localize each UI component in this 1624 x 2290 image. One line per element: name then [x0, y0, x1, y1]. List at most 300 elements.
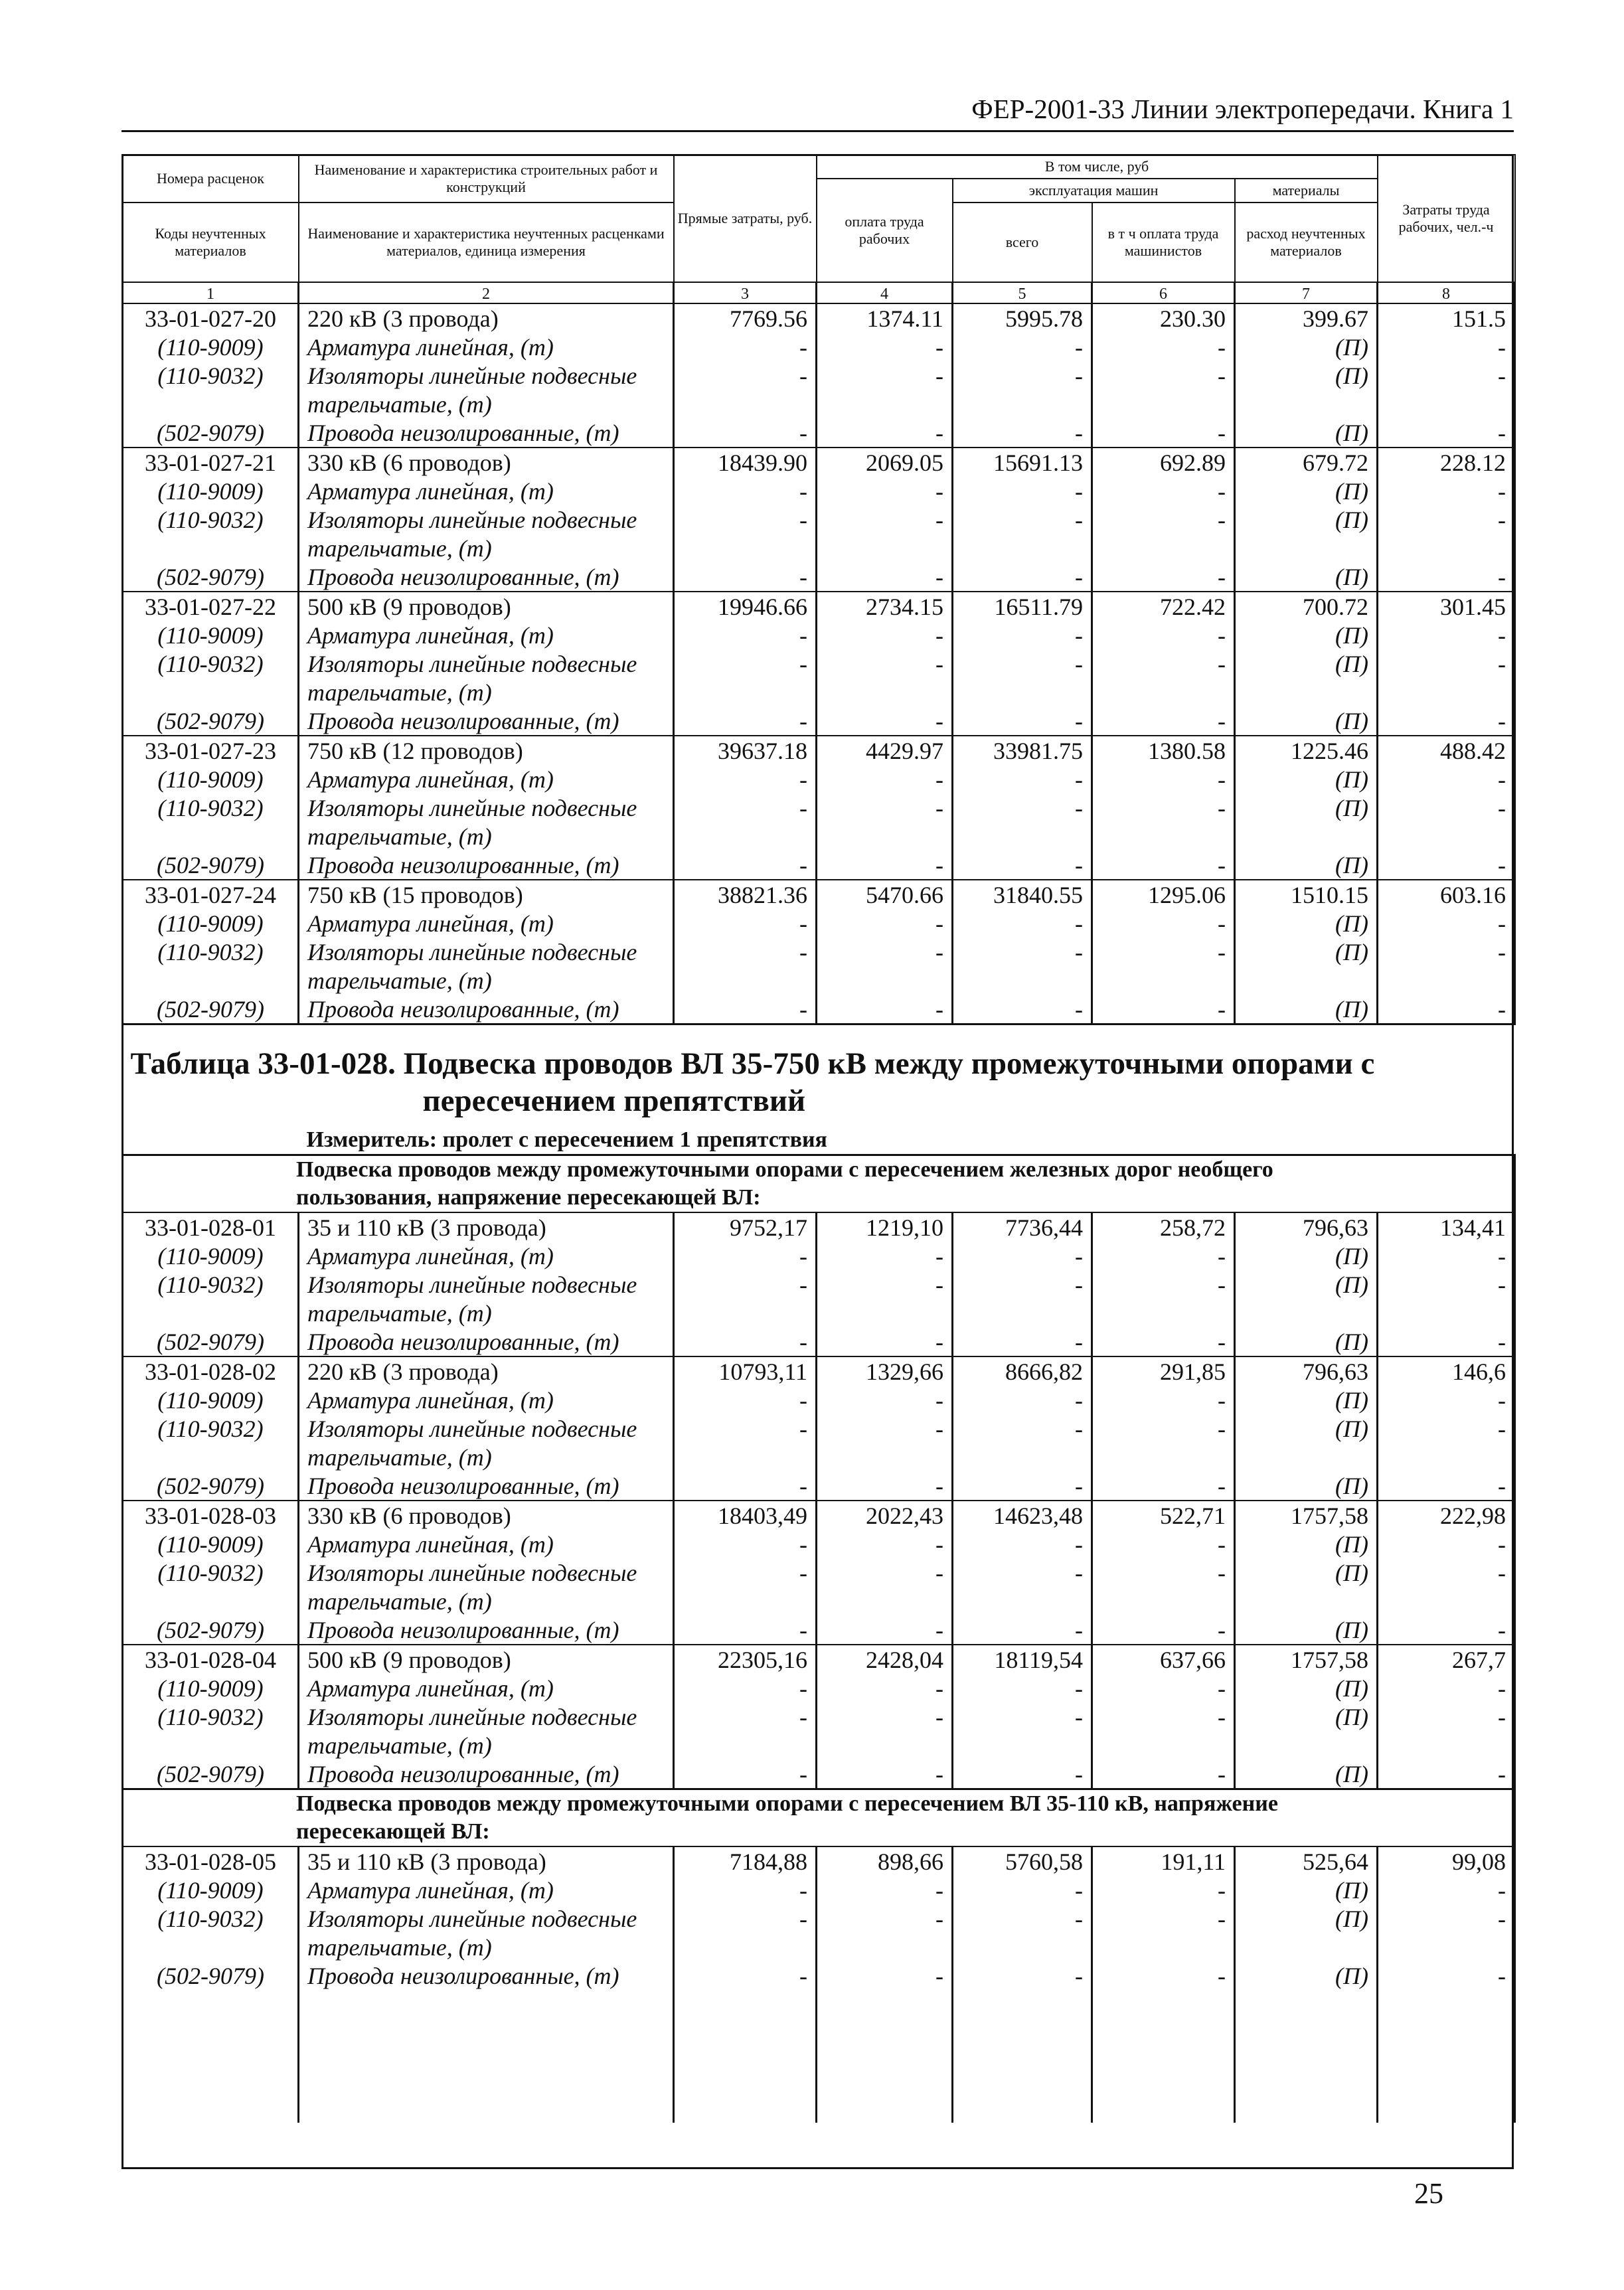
- table-title-line1: Таблица 33-01-028. Подвеска проводов ВЛ 35-750 кВ между промежуточными опорами с: [130, 1046, 1375, 1081]
- dash-value: -: [674, 1530, 817, 1558]
- col-num: 8: [1378, 282, 1515, 303]
- material-row: [123, 793, 1515, 822]
- material-row: [123, 1587, 1515, 1615]
- material-cost: 1510.15: [1235, 880, 1378, 909]
- material-name: Арматура линейная, (т): [299, 1530, 674, 1558]
- material-row: [123, 678, 1515, 706]
- material-name: Арматура линейная, (т): [299, 1876, 674, 1904]
- dash-value: -: [953, 1674, 1092, 1702]
- dash-value: -: [817, 1904, 953, 1933]
- dash-value: -: [674, 418, 817, 448]
- dash-value: [1092, 534, 1235, 562]
- material-cost: 399.67: [1235, 303, 1378, 333]
- dash-value: -: [1092, 1386, 1235, 1414]
- table-row: [123, 592, 1515, 621]
- labor-hours: 222,98: [1378, 1501, 1515, 1530]
- dash-value: -: [674, 706, 817, 736]
- project-mark: [1235, 1587, 1378, 1615]
- project-mark: [1235, 1731, 1378, 1759]
- direct-cost: 39637.18: [674, 736, 817, 765]
- machinist-pay: 258,72: [1092, 1212, 1235, 1242]
- header-total: всего: [953, 203, 1092, 282]
- material-name: тарельчатые, (т): [299, 678, 674, 706]
- labor-hours: 301.45: [1378, 592, 1515, 621]
- material-code: (110-9009): [123, 765, 299, 793]
- material-code: (502-9079): [123, 706, 299, 736]
- material-row: [123, 418, 1515, 448]
- dash-value: [1378, 1443, 1515, 1471]
- project-mark: (П): [1235, 1530, 1378, 1558]
- header-mach-pay: в т ч оплата труда машинистов: [1092, 203, 1235, 282]
- dash-value: -: [953, 1530, 1092, 1558]
- dash-value: -: [953, 477, 1092, 505]
- material-code: [123, 390, 299, 418]
- material-name: Провода неизолированные, (т): [299, 995, 674, 1024]
- dash-value: -: [1092, 1702, 1235, 1731]
- project-mark: (П): [1235, 793, 1378, 822]
- material-code: (110-9032): [123, 1904, 299, 1933]
- dash-value: [674, 1587, 817, 1615]
- material-code: (502-9079): [123, 995, 299, 1024]
- material-cost: 796,63: [1235, 1356, 1378, 1386]
- material-row: [123, 621, 1515, 649]
- material-row: [123, 966, 1515, 995]
- header-labor-cost: Затраты труда рабочих, чел.-ч: [1378, 155, 1515, 282]
- header-mat-use: расход неучтенных материалов: [1235, 203, 1378, 282]
- col-num: 6: [1092, 282, 1235, 303]
- project-mark: (П): [1235, 1702, 1378, 1731]
- dash-value: -: [1092, 1615, 1235, 1645]
- dash-value: [817, 966, 953, 995]
- dash-value: -: [817, 1674, 953, 1702]
- dash-value: [817, 390, 953, 418]
- material-row: [123, 1933, 1515, 1961]
- material-row: [123, 706, 1515, 736]
- project-mark: (П): [1235, 361, 1378, 390]
- dash-value: -: [953, 1471, 1092, 1501]
- material-code: (502-9079): [123, 418, 299, 448]
- dash-value: [674, 390, 817, 418]
- material-name: Изоляторы линейные подвесные: [299, 793, 674, 822]
- dash-value: -: [817, 1702, 953, 1731]
- project-mark: (П): [1235, 765, 1378, 793]
- empty-cell: [123, 1990, 299, 2123]
- dash-value: -: [953, 706, 1092, 736]
- project-mark: (П): [1235, 1270, 1378, 1299]
- dash-value: -: [1092, 1327, 1235, 1356]
- dash-value: -: [953, 765, 1092, 793]
- project-mark: (П): [1235, 995, 1378, 1024]
- material-row: [123, 822, 1515, 851]
- project-mark: (П): [1235, 1471, 1378, 1501]
- dash-value: -: [953, 1386, 1092, 1414]
- material-name: Изоляторы линейные подвесные: [299, 649, 674, 678]
- dash-value: -: [1092, 1558, 1235, 1587]
- dash-value: -: [674, 1414, 817, 1443]
- page-number: 25: [1414, 2177, 1443, 2210]
- dash-value: -: [953, 1615, 1092, 1645]
- dash-value: -: [674, 1904, 817, 1933]
- title-rule: [122, 130, 1514, 132]
- material-code: (110-9009): [123, 1876, 299, 1904]
- table-row: [123, 448, 1515, 477]
- dash-value: -: [1092, 477, 1235, 505]
- dash-value: -: [1378, 1558, 1515, 1587]
- dash-value: -: [817, 1414, 953, 1443]
- project-mark: (П): [1235, 1386, 1378, 1414]
- dash-value: -: [817, 851, 953, 880]
- table-title-row: [123, 1024, 1515, 1127]
- dash-value: [953, 678, 1092, 706]
- dash-value: -: [1092, 361, 1235, 390]
- material-cost: 700.72: [1235, 592, 1378, 621]
- material-name: тарельчатые, (т): [299, 390, 674, 418]
- dash-value: -: [674, 765, 817, 793]
- project-mark: [1235, 1299, 1378, 1327]
- material-row: [123, 649, 1515, 678]
- dash-value: -: [1092, 1961, 1235, 1990]
- project-mark: [1235, 822, 1378, 851]
- project-mark: (П): [1235, 851, 1378, 880]
- material-code: (110-9032): [123, 1414, 299, 1443]
- dash-value: -: [953, 793, 1092, 822]
- dash-value: -: [817, 706, 953, 736]
- dash-value: -: [1378, 765, 1515, 793]
- dash-value: [817, 1299, 953, 1327]
- machinist-pay: 1380.58: [1092, 736, 1235, 765]
- dash-value: -: [817, 562, 953, 592]
- dash-value: -: [817, 1759, 953, 1789]
- project-mark: [1235, 1933, 1378, 1961]
- dash-value: -: [817, 1386, 953, 1414]
- table-row: [123, 1356, 1515, 1386]
- project-mark: (П): [1235, 1242, 1378, 1270]
- material-name: Изоляторы линейные подвесные: [299, 1702, 674, 1731]
- material-row: [123, 534, 1515, 562]
- dash-value: -: [674, 793, 817, 822]
- dash-value: -: [1378, 1615, 1515, 1645]
- dash-value: -: [1378, 1674, 1515, 1702]
- dash-value: -: [1378, 1904, 1515, 1933]
- material-name: тарельчатые, (т): [299, 1443, 674, 1471]
- dash-value: -: [953, 1876, 1092, 1904]
- header-name: Наименование и характеристика строительных работ и конструкций: [299, 155, 674, 203]
- material-name: тарельчатые, (т): [299, 1731, 674, 1759]
- dash-value: [1092, 1731, 1235, 1759]
- dash-value: -: [1378, 361, 1515, 390]
- labor-hours: 99,08: [1378, 1846, 1515, 1876]
- work-name: 220 кВ (3 провода): [299, 1356, 674, 1386]
- work-name: 35 и 110 кВ (3 провода): [299, 1212, 674, 1242]
- dash-value: [953, 1299, 1092, 1327]
- machinist-pay: 291,85: [1092, 1356, 1235, 1386]
- material-name: Провода неизолированные, (т): [299, 851, 674, 880]
- material-name: тарельчатые, (т): [299, 1933, 674, 1961]
- project-mark: [1235, 966, 1378, 995]
- dash-value: -: [1092, 418, 1235, 448]
- section-row: [123, 1789, 1515, 1847]
- direct-cost: 10793,11: [674, 1356, 817, 1386]
- material-row: [123, 562, 1515, 592]
- material-row: [123, 1759, 1515, 1789]
- dash-value: -: [674, 505, 817, 534]
- dash-value: [1378, 1299, 1515, 1327]
- material-row: [123, 1558, 1515, 1587]
- machinist-pay: 722.42: [1092, 592, 1235, 621]
- dash-value: -: [1378, 938, 1515, 966]
- dash-value: -: [817, 995, 953, 1024]
- col-num: 7: [1235, 282, 1378, 303]
- project-mark: (П): [1235, 1558, 1378, 1587]
- dash-value: -: [1092, 1530, 1235, 1558]
- material-row: [123, 1615, 1515, 1645]
- material-code: (110-9009): [123, 1386, 299, 1414]
- material-code: (110-9009): [123, 333, 299, 361]
- header-name2: Наименование и характеристика неучтенных расценками материалов, единица измерения: [299, 203, 674, 282]
- material-code: (110-9009): [123, 909, 299, 938]
- material-name: Изоляторы линейные подвесные: [299, 1558, 674, 1587]
- material-code: (110-9009): [123, 621, 299, 649]
- material-name: Провода неизолированные, (т): [299, 562, 674, 592]
- dash-value: -: [817, 361, 953, 390]
- table-title: [123, 1024, 1515, 1127]
- project-mark: (П): [1235, 1615, 1378, 1645]
- dash-value: -: [953, 1414, 1092, 1443]
- dash-value: -: [817, 765, 953, 793]
- material-cost: 525,64: [1235, 1846, 1378, 1876]
- material-code: (502-9079): [123, 1327, 299, 1356]
- dash-value: -: [1092, 1270, 1235, 1299]
- dash-value: -: [1092, 765, 1235, 793]
- material-row: [123, 1471, 1515, 1501]
- dash-value: -: [1092, 995, 1235, 1024]
- material-code: (502-9079): [123, 1615, 299, 1645]
- dash-value: -: [953, 1702, 1092, 1731]
- dash-value: [953, 822, 1092, 851]
- dash-value: -: [1092, 649, 1235, 678]
- dash-value: -: [1378, 333, 1515, 361]
- material-code: (110-9032): [123, 649, 299, 678]
- rate-code: 33-01-028-02: [123, 1356, 299, 1386]
- material-name: Провода неизолированные, (т): [299, 1615, 674, 1645]
- dash-value: [1092, 1443, 1235, 1471]
- rate-code: 33-01-027-24: [123, 880, 299, 909]
- dash-value: -: [817, 1471, 953, 1501]
- table-row: [123, 303, 1515, 333]
- material-code: (502-9079): [123, 1471, 299, 1501]
- material-name: Арматура линейная, (т): [299, 333, 674, 361]
- material-name: Провода неизолированные, (т): [299, 1759, 674, 1789]
- col-num: 1: [123, 282, 299, 303]
- empty-cell: [299, 1990, 674, 2123]
- dash-value: -: [953, 1327, 1092, 1356]
- header-materials: материалы: [1235, 179, 1378, 203]
- machine-cost: 14623,48: [953, 1501, 1092, 1530]
- header-labor-pay: оплата труда рабочих: [817, 179, 953, 282]
- material-row: [123, 1702, 1515, 1731]
- project-mark: (П): [1235, 1759, 1378, 1789]
- dash-value: [817, 1731, 953, 1759]
- material-code: [123, 822, 299, 851]
- direct-cost: 22305,16: [674, 1645, 817, 1674]
- material-code: [123, 966, 299, 995]
- dash-value: [674, 678, 817, 706]
- material-name: Арматура линейная, (т): [299, 621, 674, 649]
- material-code: (110-9032): [123, 793, 299, 822]
- dash-value: [953, 1731, 1092, 1759]
- dash-value: -: [1378, 1759, 1515, 1789]
- labor-hours: 603.16: [1378, 880, 1515, 909]
- material-code: (110-9032): [123, 1558, 299, 1587]
- labor-pay: 1219,10: [817, 1212, 953, 1242]
- project-mark: (П): [1235, 1961, 1378, 1990]
- rate-code: 33-01-027-20: [123, 303, 299, 333]
- direct-cost: 7769.56: [674, 303, 817, 333]
- table-row: [123, 880, 1515, 909]
- direct-cost: 9752,17: [674, 1212, 817, 1242]
- header-machines: эксплуатация машин: [953, 179, 1235, 203]
- dash-value: -: [953, 851, 1092, 880]
- meter-row: [123, 1126, 1515, 1155]
- dash-value: [1378, 1587, 1515, 1615]
- project-mark: (П): [1235, 477, 1378, 505]
- material-row: [123, 938, 1515, 966]
- material-row: [123, 333, 1515, 361]
- dash-value: [1378, 534, 1515, 562]
- material-name: Провода неизолированные, (т): [299, 1961, 674, 1990]
- material-name: Изоляторы линейные подвесные: [299, 361, 674, 390]
- material-code: [123, 1933, 299, 1961]
- dash-value: -: [1378, 1702, 1515, 1731]
- material-row: [123, 477, 1515, 505]
- project-mark: [1235, 678, 1378, 706]
- labor-hours: 151.5: [1378, 303, 1515, 333]
- dash-value: -: [953, 505, 1092, 534]
- dash-value: -: [1092, 1242, 1235, 1270]
- dash-value: -: [674, 649, 817, 678]
- dash-value: -: [953, 1270, 1092, 1299]
- table-body: [123, 282, 1515, 2123]
- dash-value: -: [1378, 909, 1515, 938]
- machine-cost: 33981.75: [953, 736, 1092, 765]
- dash-value: -: [1092, 505, 1235, 534]
- dash-value: -: [817, 418, 953, 448]
- dash-value: -: [1092, 938, 1235, 966]
- dash-value: [1378, 390, 1515, 418]
- material-row: [123, 909, 1515, 938]
- dash-value: -: [1378, 1327, 1515, 1356]
- dash-value: -: [1092, 793, 1235, 822]
- running-title: ФЕР-2001-33 Линии электропередачи. Книга 1: [971, 94, 1514, 124]
- project-mark: (П): [1235, 706, 1378, 736]
- material-name: Арматура линейная, (т): [299, 1386, 674, 1414]
- work-name: 500 кВ (9 проводов): [299, 592, 674, 621]
- rates-table: [122, 154, 1516, 2123]
- dash-value: [674, 1731, 817, 1759]
- spacer: [123, 1126, 299, 1155]
- project-mark: (П): [1235, 938, 1378, 966]
- dash-value: -: [1378, 649, 1515, 678]
- material-row: [123, 1530, 1515, 1558]
- material-code: (110-9009): [123, 477, 299, 505]
- dash-value: -: [953, 361, 1092, 390]
- project-mark: (П): [1235, 1674, 1378, 1702]
- labor-pay: 2069.05: [817, 448, 953, 477]
- dash-value: -: [817, 1327, 953, 1356]
- dash-value: [674, 966, 817, 995]
- dash-value: -: [1092, 1904, 1235, 1933]
- dash-value: [1378, 1731, 1515, 1759]
- dash-value: -: [953, 909, 1092, 938]
- column-numbers: [123, 282, 1515, 303]
- rate-code: 33-01-028-05: [123, 1846, 299, 1876]
- direct-cost: 18439.90: [674, 448, 817, 477]
- direct-cost: 7184,88: [674, 1846, 817, 1876]
- col-num: 5: [953, 282, 1092, 303]
- dash-value: -: [953, 1961, 1092, 1990]
- dash-value: [674, 1933, 817, 1961]
- dash-value: [817, 1587, 953, 1615]
- material-code: (110-9032): [123, 505, 299, 534]
- material-row: [123, 1961, 1515, 1990]
- material-name: тарельчатые, (т): [299, 822, 674, 851]
- material-code: (502-9079): [123, 1961, 299, 1990]
- material-name: Изоляторы линейные подвесные: [299, 1904, 674, 1933]
- material-row: [123, 361, 1515, 390]
- dash-value: [1378, 1933, 1515, 1961]
- dash-value: -: [1092, 1876, 1235, 1904]
- dash-value: -: [953, 995, 1092, 1024]
- material-cost: 679.72: [1235, 448, 1378, 477]
- rate-code: 33-01-027-21: [123, 448, 299, 477]
- work-name: 750 кВ (15 проводов): [299, 880, 674, 909]
- labor-pay: 2428,04: [817, 1645, 953, 1674]
- material-code: (110-9032): [123, 1270, 299, 1299]
- dash-value: -: [817, 1876, 953, 1904]
- dash-value: -: [1378, 477, 1515, 505]
- machinist-pay: 191,11: [1092, 1846, 1235, 1876]
- dash-value: [1092, 678, 1235, 706]
- material-code: [123, 1443, 299, 1471]
- material-code: (110-9032): [123, 361, 299, 390]
- dash-value: -: [674, 995, 817, 1024]
- machine-cost: 18119,54: [953, 1645, 1092, 1674]
- section-heading: Подвеска проводов между промежуточными опорами с пересечением железных дорог необщего пользования, напряжение пересекающей ВЛ:: [123, 1155, 1515, 1213]
- empty-cell: [817, 1990, 953, 2123]
- project-mark: (П): [1235, 418, 1378, 448]
- dash-value: -: [817, 333, 953, 361]
- material-name: Изоляторы линейные подвесные: [299, 938, 674, 966]
- empty-cell: [953, 1990, 1092, 2123]
- material-name: Изоляторы линейные подвесные: [299, 1270, 674, 1299]
- dash-value: -: [674, 938, 817, 966]
- project-mark: (П): [1235, 649, 1378, 678]
- machine-cost: 7736,44: [953, 1212, 1092, 1242]
- direct-cost: 38821.36: [674, 880, 817, 909]
- project-mark: (П): [1235, 562, 1378, 592]
- dash-value: -: [953, 418, 1092, 448]
- dash-value: [817, 1933, 953, 1961]
- dash-value: -: [674, 1471, 817, 1501]
- dash-value: -: [1378, 1961, 1515, 1990]
- work-name: 330 кВ (6 проводов): [299, 448, 674, 477]
- dash-value: -: [1378, 1876, 1515, 1904]
- dash-value: -: [674, 1674, 817, 1702]
- machinist-pay: 1295.06: [1092, 880, 1235, 909]
- dash-value: -: [953, 649, 1092, 678]
- labor-pay: 898,66: [817, 1846, 953, 1876]
- labor-pay: 4429.97: [817, 736, 953, 765]
